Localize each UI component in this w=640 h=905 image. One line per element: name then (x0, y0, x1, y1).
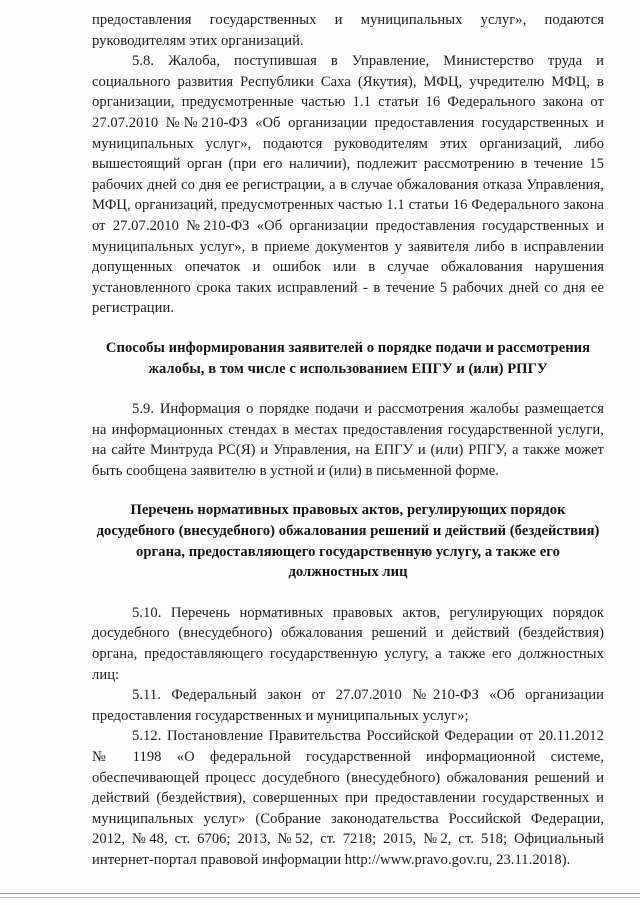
paragraph-5-11: 5.11. Федеральный закон от 27.07.2010 №210-ФЗ «Об организации предоставления государственных и муниципальных услуг»; (92, 687, 604, 724)
scan-bottom-rule (0, 893, 640, 894)
paragraph-5-7-continuation: предоставления государственных и муниципальных услуг», подаются руководителям этих организаций. (92, 12, 604, 49)
paragraph-5-8: 5.8. Жалоба, поступившая в Управление, Министерство труда и социального развития Республики Саха (Якутия), МФЦ, учредителю МФЦ, в организации, предусмотренные частью 1.1 статьи 16 Федерального закона от 27.07.2010 №№210-ФЗ «Об организации предоставления государственных и муниципальных услуг», подаются руководителям этих организаций, либо вышестоящий орган (при его наличии), подлежит рассмотрению в течение 15 рабочих дней со дня ее регистрации, а в случае обжалования отказа Управления, МФЦ, организаций, предусмотренных частью 1.1 статьи 16 Федерального закона от 27.07.2010 №210-ФЗ «Об организации предоставления государственных и муниципальных услуг», в приеме документов у заявителя либо в исправлении допущенных опечаток и ошибок или в случае обжалования нарушения установленного срока таких исправлений - в течение 5 рабочих дней со дня ее регистрации. (92, 53, 604, 317)
document-body (92, 10, 604, 871)
scan-bottom-rule-secondary (0, 897, 640, 898)
paragraph-5-9: 5.9. Информация о порядке подачи и рассмотрения жалобы размещается на информационных стендах в местах предоставления государственной услуги, на сайте Минтруда РС(Я) и Управления, на ЕПГУ и (или) РПГУ, а также может быть сообщена заявителю в устной и (или) в письменной форме. (92, 401, 604, 479)
section-heading-legal-acts: Перечень нормативных правовых актов, регулирующих порядок досудебного (внесудебного) обжалования решений и действий (бездействия) органа, предоставляющего государственную услугу, а также его должностных лиц (96, 502, 600, 581)
paragraph-5-10: 5.10. Перечень нормативных правовых актов, регулирующих порядок досудебного (внесудебного) обжалования решений и действий (бездействия) органа, предоставляющего государственную услугу, а также его должностных лиц: (92, 604, 604, 683)
section-heading-complaint-info: Способы информирования заявителей о порядке подачи и рассмотрения жалобы, в том числе с использованием ЕПГУ и (или) РПГУ (105, 339, 591, 377)
paragraph-5-12: 5.12. Постановление Правительства Российской Федерации от 20.11.2012 № 1198 «О федеральной государственной информационной системе, обеспечивающей процесс досудебного (внесудебного) обжалования решений и действий (бездействия), совершенных при предоставлении государственных и муниципальных услуг» (Собрание законодательства Российской Федерации, 2012, №48, ст. 6706; 2013, №52, ст. 7218; 2015, №2, ст. 518; Официальный интернет-портал правовой информации http://www.pravo.gov.ru, 23.11.2018). (92, 728, 604, 868)
